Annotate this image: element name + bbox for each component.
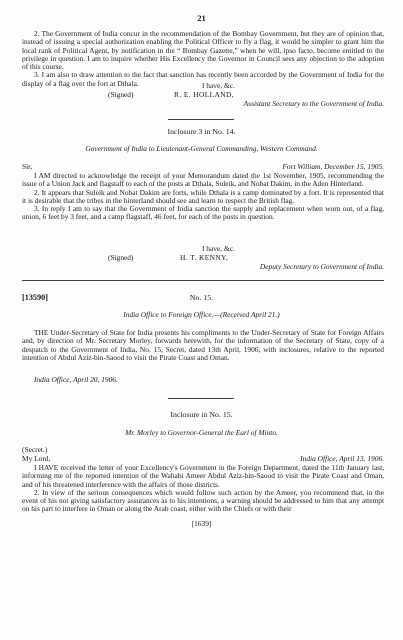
letter-continuation	[22, 30, 384, 88]
section-heading: Inclosure in No. 15.	[170, 410, 233, 419]
footer-reference: [1639]	[191, 519, 212, 528]
reference-number: [13590]	[22, 293, 48, 302]
letter-body	[22, 329, 384, 362]
signed-label: (Signed)	[108, 90, 134, 99]
section-subheading: Mr. Morley to Governor-General the Earl of Minto.	[125, 428, 278, 437]
paragraph: 2. The Government of India concur in the recommendation of the Bombay Government, but they are of opinion that, instead of issuing a special authorization enabling the Political Officer to fly a flag, it would be simpler to grant him the local rank of Political Agent, by notification in the “ Bombay Gazette,” when he will, ipso facto, become entitled to the privilege in question. I am to inquire whether His Excellency the Governor in Council sees any objection to the adoption of this course.	[22, 29, 384, 72]
letter-body	[22, 464, 384, 514]
salutation: Sir,	[22, 162, 33, 171]
paragraph: I AM directed to acknowledge the receipt of your Memorandum dated the 1st November, 1905, recommending the issue of a Union Jack and flagstaff to each of the posts at Dthala, Suleik, and Nobat Dakim, in the Aden Hinterland.	[22, 171, 384, 189]
closing: I have, &c.	[202, 244, 235, 253]
signer-title: Deputy Secretary to Government of India.	[259, 262, 384, 271]
signed-label: (Signed)	[108, 253, 134, 262]
divider	[22, 280, 384, 281]
section-heading: Inclosure 3 in No. 14.	[167, 127, 236, 136]
signer-name: H. T. KENNY,	[180, 253, 229, 262]
signer-title: Assistant Secretary to the Government of India.	[243, 99, 384, 108]
dateline: India Office, April 20, 1906.	[34, 375, 118, 384]
letter-body	[22, 172, 384, 222]
section-subheading: India Office to Foreign Office.—(Received April 21.)	[123, 310, 280, 319]
secret-marking: (Secret.)	[22, 445, 48, 454]
dateline: Fort William, December 15, 1905.	[282, 162, 384, 171]
page-number: 21	[197, 13, 206, 23]
closing: I have, &c.	[202, 81, 235, 90]
signer-name: R. E. HOLLAND,	[174, 90, 234, 99]
paragraph: THE Under-Secretary of State for India presents his compliments to the Under-Secretary of State for Foreign Affairs and, by direction of Mr. Secretary Morley, forwards herewith, for the information of the Secretary of State, copy of a despatch to the Government of India, No. 15, Secret, dated 13th April, 1906, with inclosures, relative to the reported intention of Abdul Aziz-bin-Saood to visit the Pirate Coast and Oman.	[22, 328, 384, 362]
paragraph: 2. It appears that Suleik and Nobat Dakim are forts, while Dthala is a camp dominated by a fort. It is represented that it is desirable that the tribes in the hinterland should see and learn to respect the British flag.	[22, 187, 384, 205]
paragraph: 3. In reply I am to say that the Government of India sanction the supply and replacement when worn out, of a flag, union, 6 feet by 3 feet, and a camp flagstaff, 46 feet, for each of the posts in question.	[22, 204, 384, 222]
paragraph: 3. I am also to draw attention to the fact that sanction has recently been accorded by the Government of India for the display of a flag over the fort at Dthala.	[22, 70, 384, 88]
divider	[168, 119, 234, 120]
salutation: My Lord,	[22, 454, 51, 463]
divider	[168, 398, 234, 399]
paragraph: 2. In view of the serious consequences which would follow such action by the Ameer, you recommend that, in the event of his not giving satisfactory assurances as to his intentions, a warning should be addressed to him that any attempt on his part to interfere in Oman or along the Arab coast, either with the Chiefs or with their	[22, 487, 384, 514]
paragraph: I HAVE received the letter of your Excellency's Government in the Foreign Department, dated the 11th January last, informing me of the reported intention of the Wahabi Ameer Abdul Aziz-bin-Saood to visit the Pirate Coast and Oman, and of his threatened interference with the affairs of those districts.	[22, 463, 384, 489]
section-heading: No. 15.	[189, 293, 214, 302]
dateline: India Office, April 13, 1906.	[300, 454, 384, 463]
section-subheading: Government of India to Lieutenant-General Commanding, Western Command.	[85, 144, 318, 153]
